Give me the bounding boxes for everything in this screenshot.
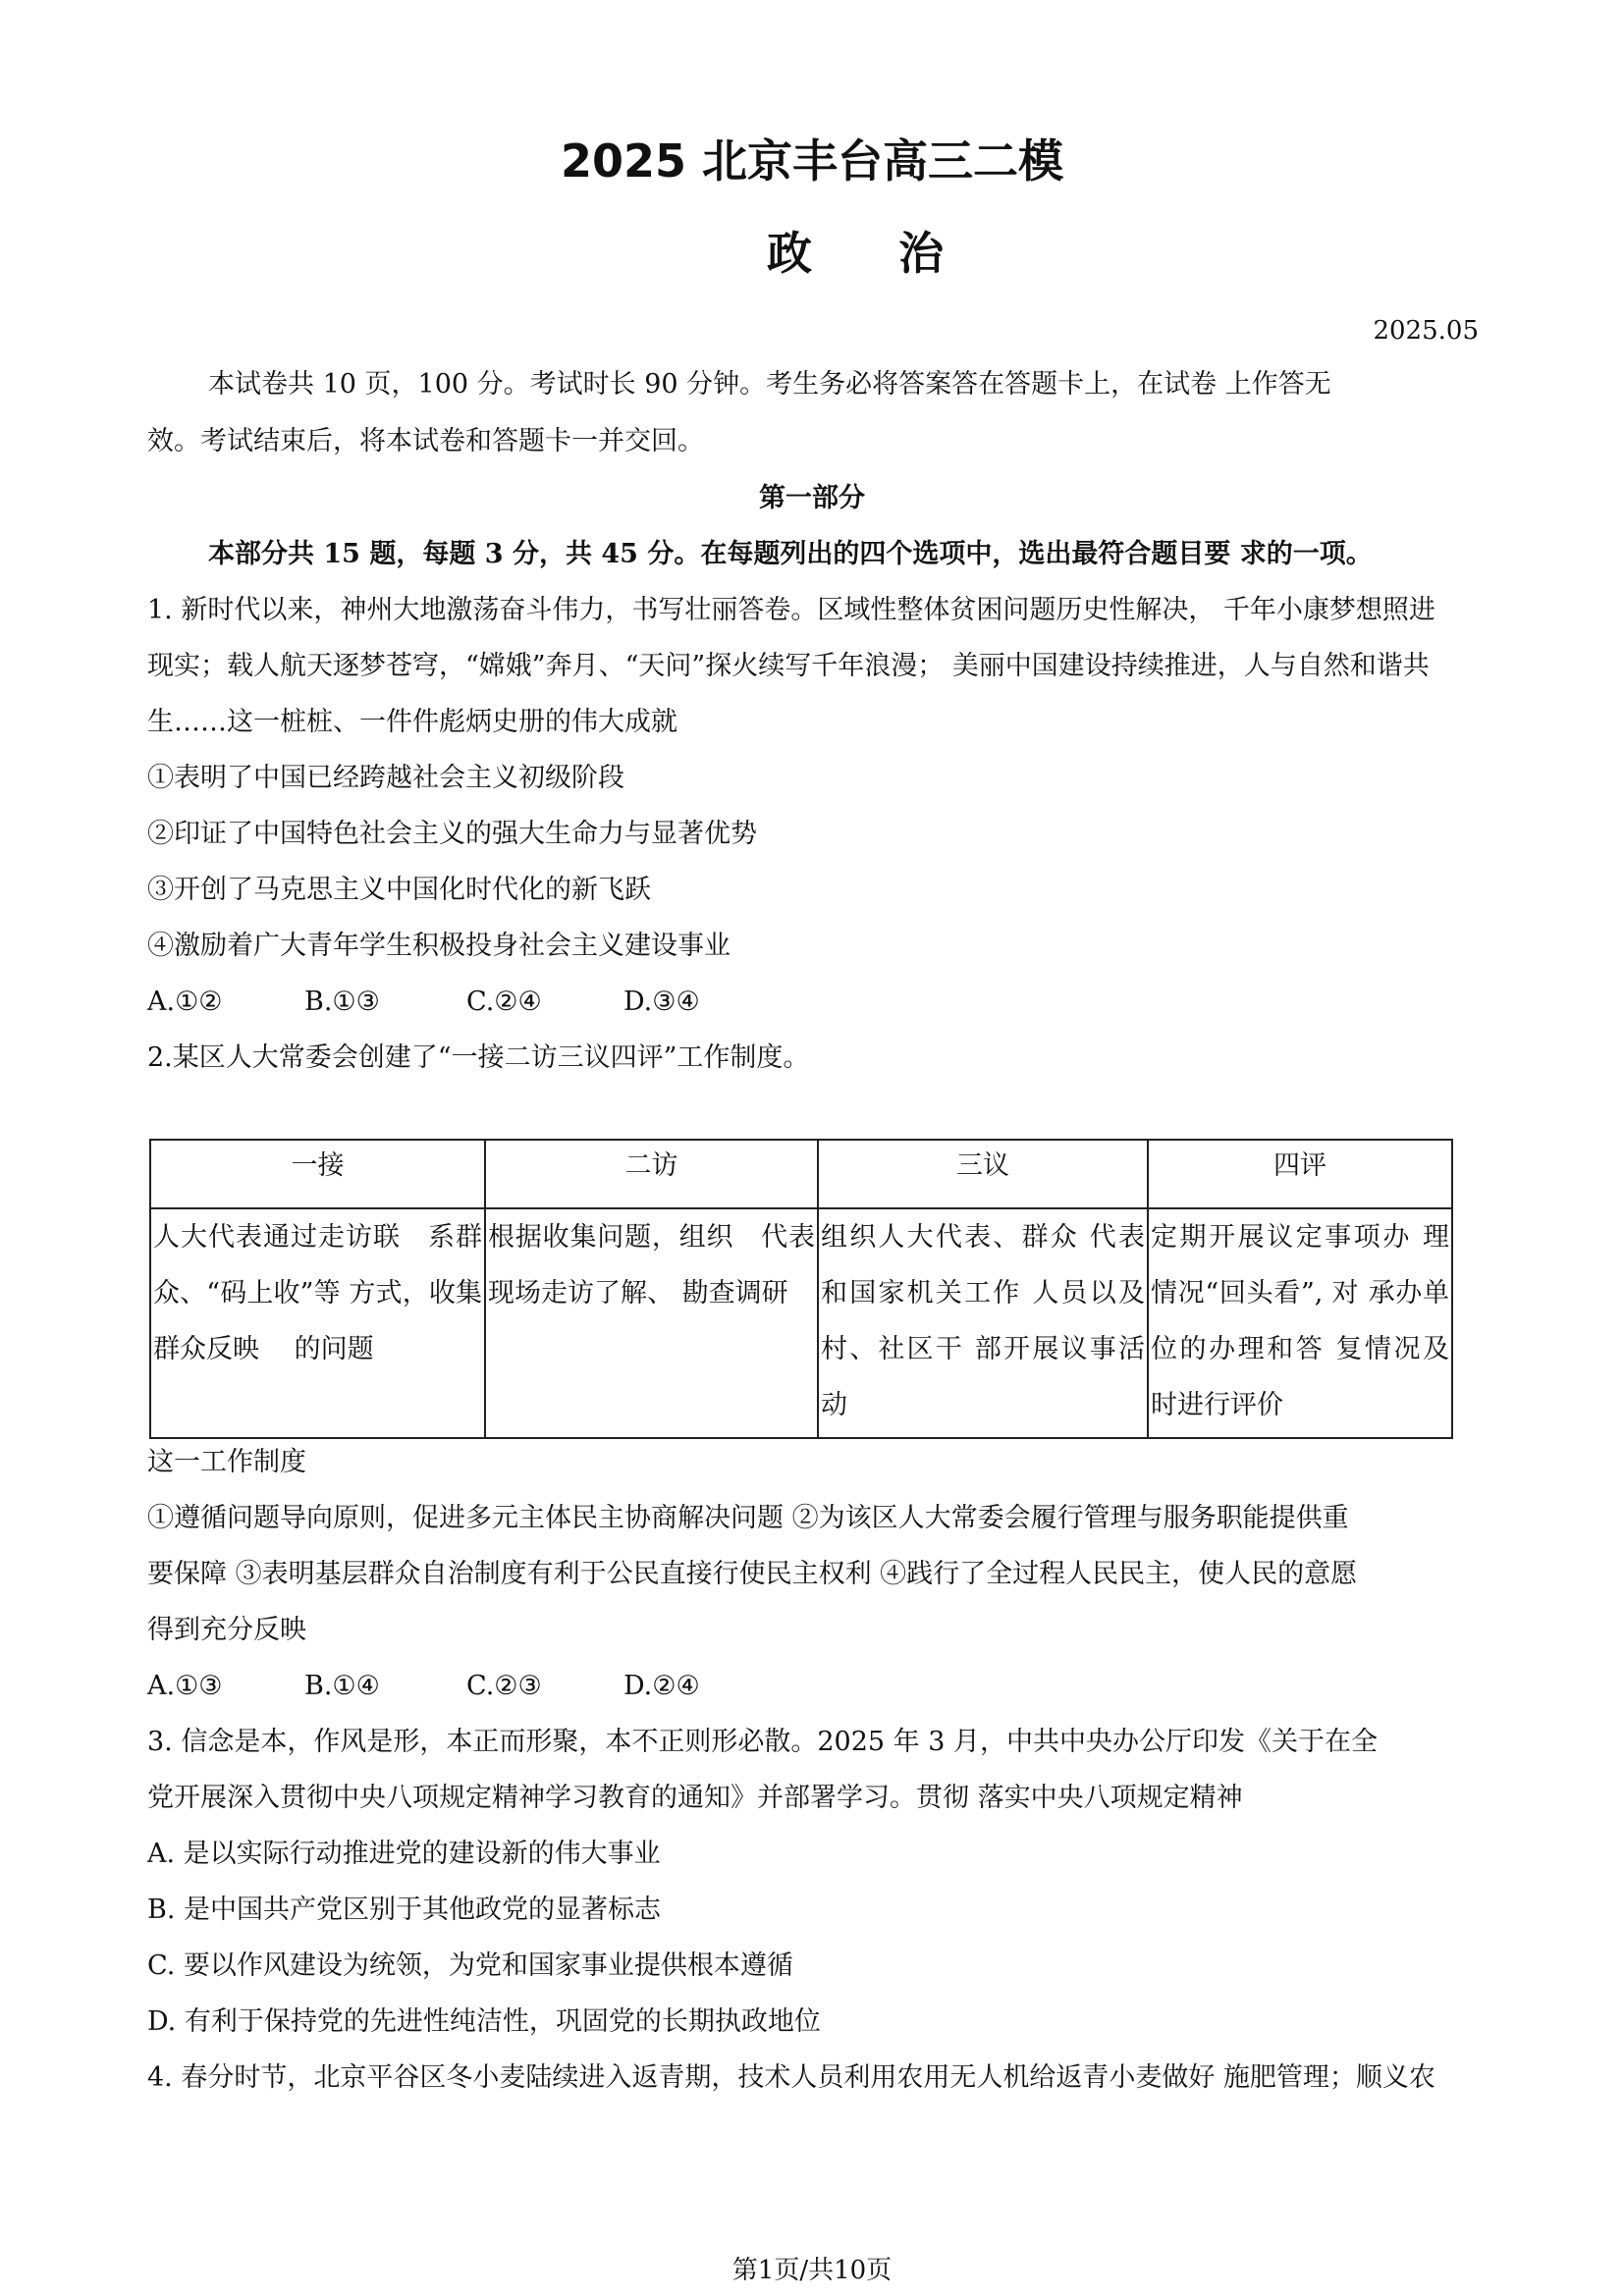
table-header-row: [150, 1140, 1452, 1208]
q3-stem-line-1: 3. 信念是本，作风是形，本正而形聚，本不正则形必散。2025 年 3 月，中共中央办公厅印发《关于在全: [147, 1727, 1378, 1757]
q1-stem-line-2: 现实；载人航天逐梦苍穹，“嫦娥”奔月、“天问”探火续写千年浪漫； 美丽中国建设持续推进，人与自然和谐共: [147, 651, 1430, 681]
q3-option-b: B. 是中国共产党区别于其他政党的显著标志: [147, 1895, 662, 1925]
q1-stem-line-3: 生……这一桩桩、一件件彪炳史册的伟大成就: [147, 707, 677, 737]
q1-item-3: ③开创了马克思主义中国化时代化的新飞跃: [147, 875, 651, 905]
q1-stem-line-1: 1. 新时代以来，神州大地激荡奋斗伟力，书写壮丽答卷。区域性整体贫困问题历史性解决， 千年小康梦想照进: [147, 595, 1435, 625]
q2-option-b: B.①④: [304, 1671, 380, 1701]
q2-option-a: A.①③: [147, 1671, 223, 1701]
page-footer: 第1页/共10页: [731, 2256, 893, 2285]
table-header-cell: 三议: [818, 1140, 1148, 1208]
part-instruction: 本部分共 15 题，每题 3 分，共 45 分。在每题列出的四个选项中，选出最符合题目要 求的一项。: [208, 539, 1373, 569]
q2-stem: 2.某区人大常委会创建了“一接二访三议四评”工作制度。: [147, 1042, 810, 1073]
q1-item-4: ④激励着广大青年学生积极投身社会主义建设事业: [147, 931, 731, 961]
q2-table: [149, 1139, 1453, 1439]
table-header-cell: 二访: [485, 1140, 818, 1208]
q4-stem-line-1: 4. 春分时节，北京平谷区冬小麦陆续进入返青期，技术人员利用农用无人机给返青小麦做好 施肥管理；顺义农: [147, 2062, 1435, 2093]
q2-lead: 这一工作制度: [147, 1447, 306, 1477]
q1-option-b: B.①③: [304, 987, 380, 1017]
q2-items-line-3: 得到充分反映: [147, 1615, 306, 1645]
exam-title: 2025 北京丰台高三二模: [560, 134, 1064, 187]
table-header-cell: 一接: [150, 1140, 485, 1208]
intro-line-2: 效。考试结束后，将本试卷和答题卡一并交回。: [147, 426, 704, 456]
q3-stem-line-2: 党开展深入贯彻中央八项规定精神学习教育的通知》并部署学习。贯彻 落实中央八项规定精神: [147, 1783, 1243, 1813]
q3-option-a: A. 是以实际行动推进党的建设新的伟大事业: [147, 1839, 661, 1869]
table-cell: 人大代表通过走访联 系群众、“码上收”等 方式，收集群众反映 的问题: [150, 1208, 485, 1438]
q2-options: [147, 1667, 700, 1706]
q1-options: [147, 983, 700, 1022]
table-header-cell: 四评: [1148, 1140, 1452, 1208]
intro-line-1: 本试卷共 10 页，100 分。考试时长 90 分钟。考生务必将答案答在答题卡上，在试卷 上作答无: [208, 369, 1331, 400]
part-heading: 第一部分: [759, 483, 865, 513]
q3-option-c: C. 要以作风建设为统领，为党和国家事业提供根本遵循: [147, 1950, 793, 1981]
subject-title: 政治: [767, 227, 1030, 280]
q2-items-line-2: 要保障 ③表明基层群众自治制度有利于公民直接行使民主权利 ④践行了全过程人民民主，使人民的意愿: [147, 1559, 1358, 1589]
table-cell: 根据收集问题，组织 代表现场走访了解、 勘查调研: [485, 1208, 818, 1438]
q2-option-c: C.②③: [466, 1671, 542, 1701]
q2-option-d: D.②④: [623, 1671, 700, 1701]
exam-date: 2025.05: [1373, 316, 1479, 346]
table-row: [150, 1208, 1452, 1438]
q1-option-a: A.①②: [147, 987, 223, 1017]
table-cell: 定期开展议定事项办 理情况“回头看”, 对 承办单位的办理和答 复情况及时进行评价: [1148, 1208, 1452, 1438]
q1-option-d: D.③④: [623, 987, 700, 1017]
q1-item-1: ①表明了中国已经跨越社会主义初级阶段: [147, 763, 624, 793]
q2-items-line-1: ①遵循问题导向原则，促进多元主体民主协商解决问题 ②为该区人大常委会履行管理与服务职能提供重: [147, 1503, 1349, 1533]
q1-option-c: C.②④: [466, 987, 542, 1017]
q3-option-d: D. 有利于保持党的先进性纯洁性，巩固党的长期执政地位: [147, 2006, 821, 2037]
q1-item-2: ②印证了中国特色社会主义的强大生命力与显著优势: [147, 819, 757, 849]
table-cell: 组织人大代表、群众 代表和国家机关工作 人员以及村、社区干 部开展议事活动: [818, 1208, 1148, 1438]
